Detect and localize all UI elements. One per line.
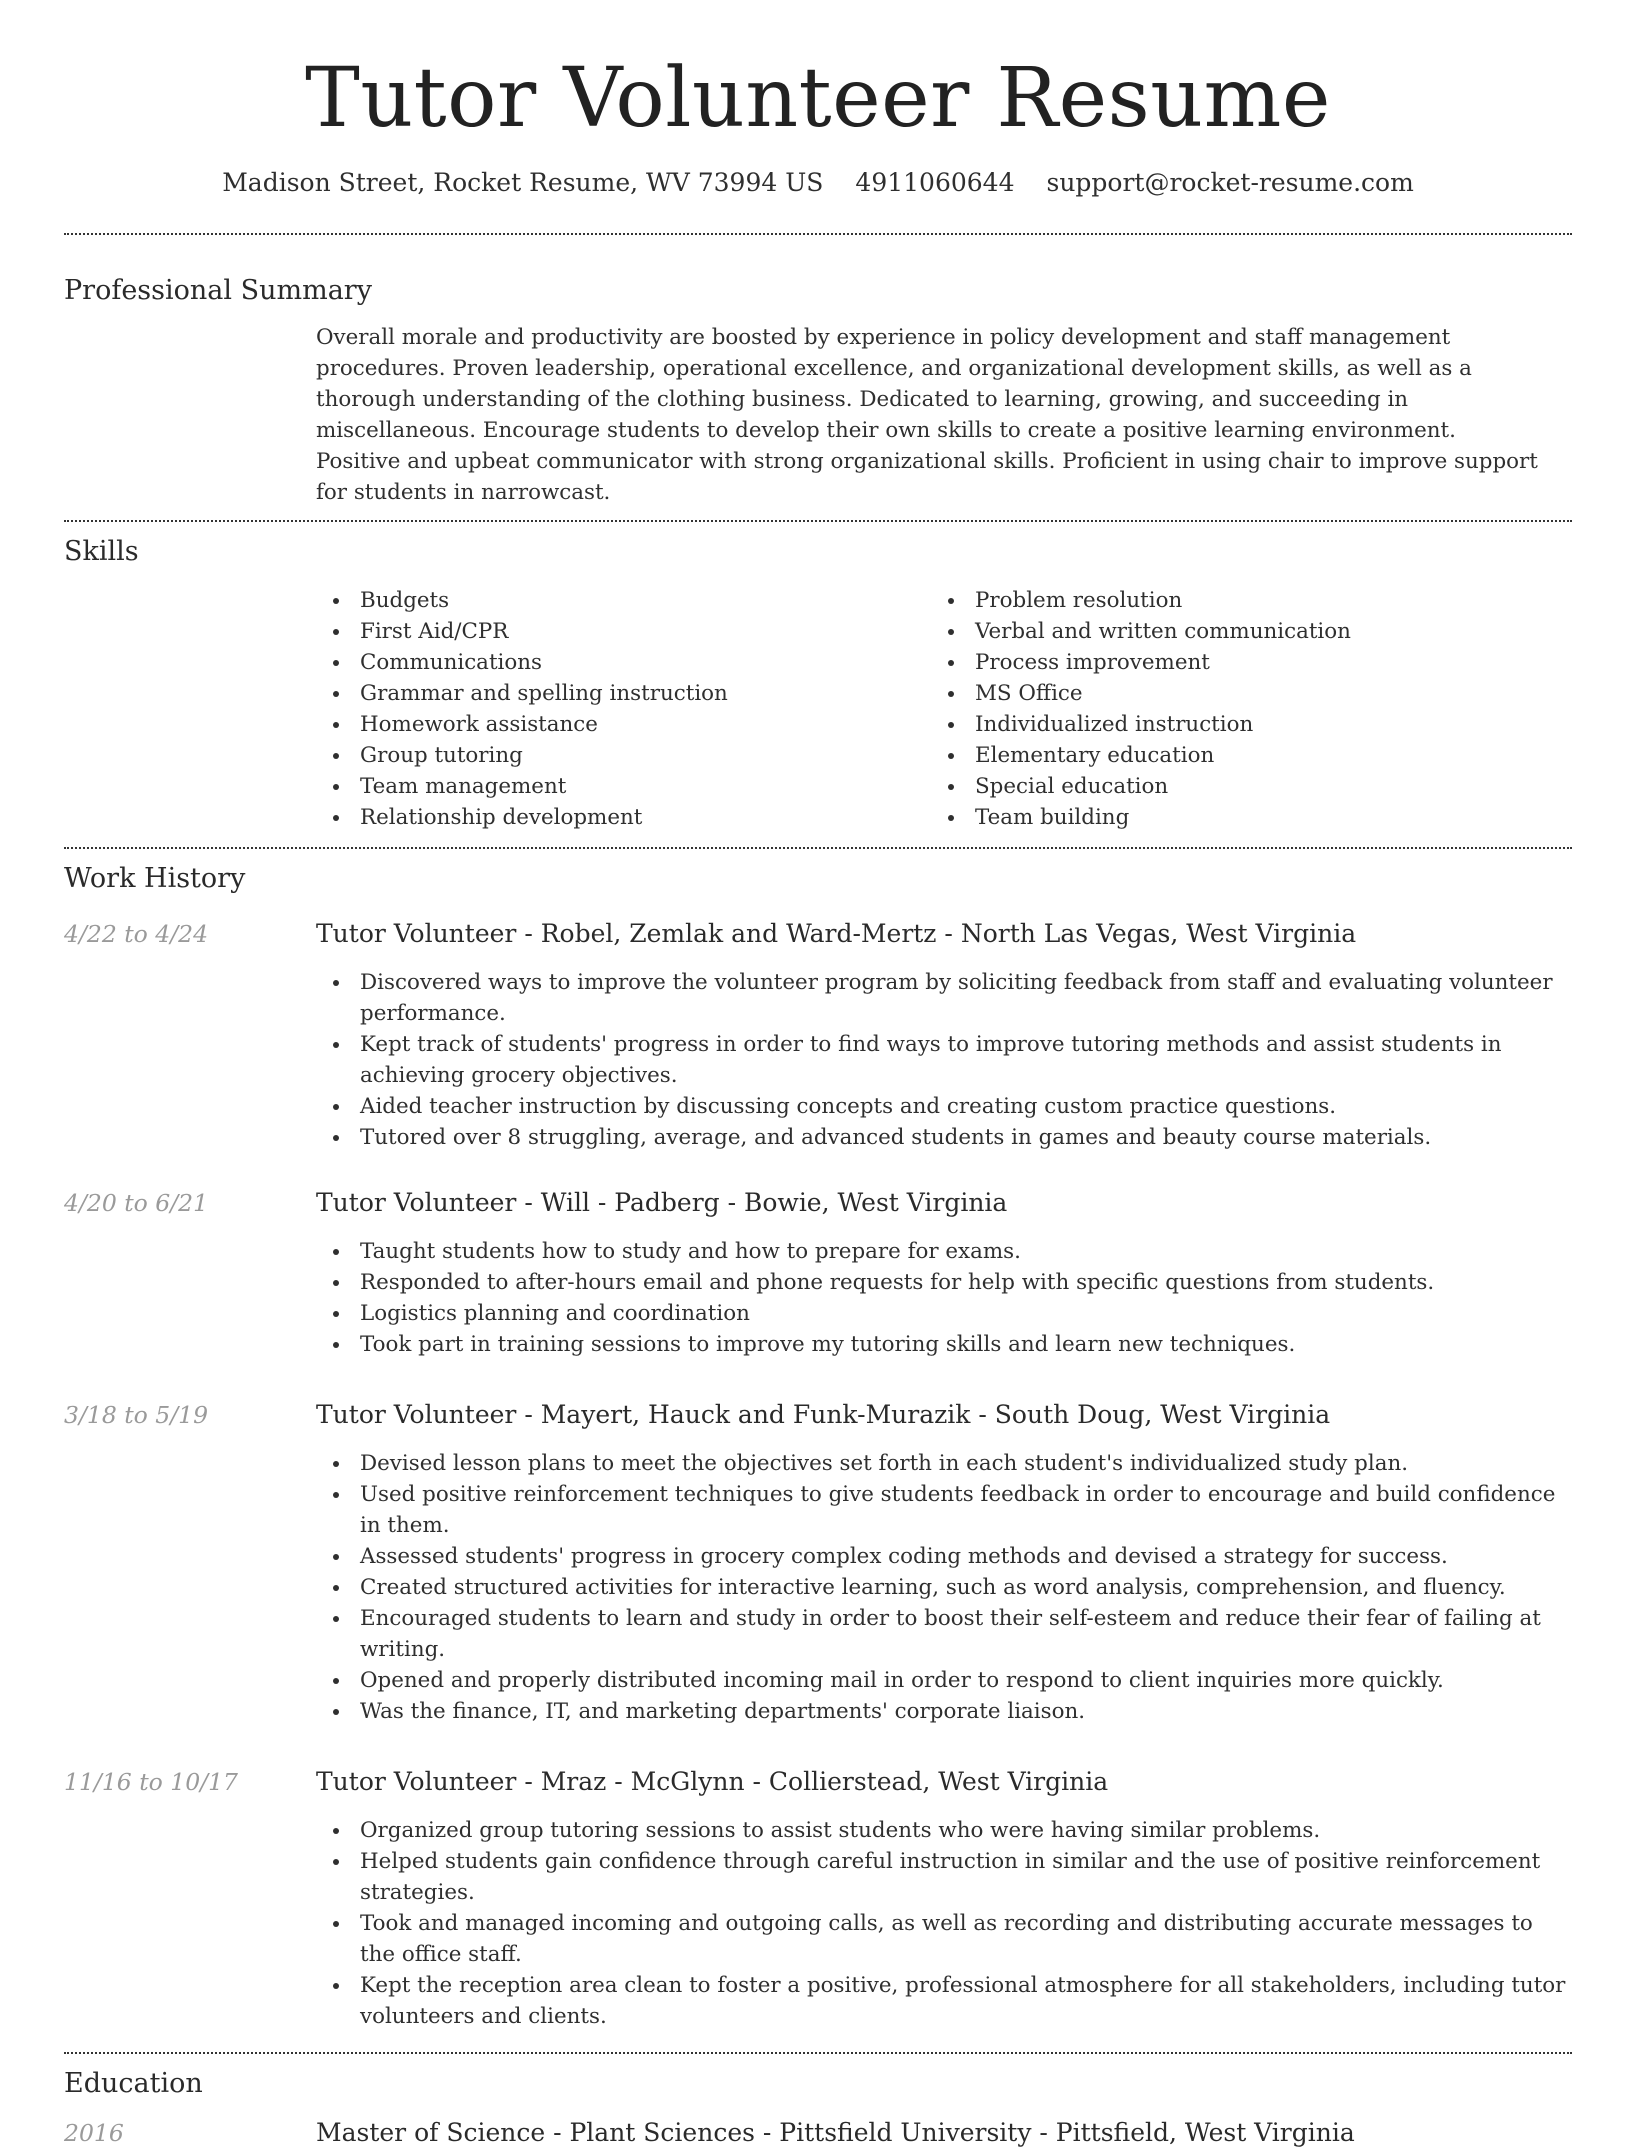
skill-item: Budgets xyxy=(316,585,931,616)
resume-page xyxy=(64,0,1572,2149)
job-bullet: Encouraged students to learn and study in order to boost their self-esteem and reduce their fear of failing at writing. xyxy=(316,1603,1566,1665)
job-bullets xyxy=(316,1236,1566,1360)
job-bullets xyxy=(316,967,1566,1153)
skill-item: Individualized instruction xyxy=(931,709,1546,740)
section-divider xyxy=(64,520,1572,522)
resume-title: Tutor Volunteer Resume xyxy=(305,51,1331,146)
job-dates: 11/16 to 10/17 xyxy=(64,1768,238,1797)
job-heading: Tutor Volunteer - Mayert, Hauck and Funk-Murazik - South Doug, West Virginia xyxy=(316,1400,1331,1430)
job-bullet: Aided teacher instruction by discussing concepts and creating custom practice questions. xyxy=(316,1091,1566,1122)
skill-item: Special education xyxy=(931,771,1546,802)
skill-item: Team building xyxy=(931,802,1546,833)
contact-phone: 4911060644 xyxy=(855,168,1015,198)
resume-header xyxy=(64,0,1572,197)
education-entry xyxy=(64,2117,1572,2149)
job-bullet: Took and managed incoming and outgoing calls, as well as recording and distributing accurate messages to the office staff. xyxy=(316,1908,1566,1970)
job-bullet: Assessed students' progress in grocery complex coding methods and devised a strategy for success. xyxy=(316,1541,1566,1572)
job-bullet: Kept the reception area clean to foster a positive, professional atmosphere for all stakeholders, including tutor volunteers and clients. xyxy=(316,1970,1566,2032)
job-details xyxy=(316,1766,1572,2032)
job-entry xyxy=(64,918,1572,1153)
job-bullet: Created structured activities for interactive learning, such as word analysis, comprehension, and fluency. xyxy=(316,1572,1566,1603)
skill-item: Verbal and written communication xyxy=(931,616,1546,647)
skill-item: Grammar and spelling instruction xyxy=(316,678,931,709)
skills-heading: Skills xyxy=(64,536,139,568)
job-bullet: Devised lesson plans to meet the objectives set forth in each student's individualized study plan. xyxy=(316,1448,1566,1479)
section-divider xyxy=(64,233,1572,235)
job-heading: Tutor Volunteer - Robel, Zemlak and Ward-Mertz - North Las Vegas, West Virginia xyxy=(316,919,1357,949)
job-bullet: Taught students how to study and how to prepare for exams. xyxy=(316,1236,1566,1267)
job-details xyxy=(316,1399,1572,1727)
job-details xyxy=(316,1187,1572,1360)
job-bullet: Took part in training sessions to improve my tutoring skills and learn new techniques. xyxy=(316,1329,1566,1360)
education-heading-line: Master of Science - Plant Sciences - Pittsfield University - Pittsfield, West Virginia xyxy=(316,2118,1355,2148)
skill-item: Homework assistance xyxy=(316,709,931,740)
job-dates: 4/20 to 6/21 xyxy=(64,1189,209,1218)
job-bullet: Responded to after-hours email and phone requests for help with specific questions from students. xyxy=(316,1267,1566,1298)
job-bullet: Discovered ways to improve the volunteer program by soliciting feedback from staff and evaluating volunteer performance. xyxy=(316,967,1566,1029)
job-bullets xyxy=(316,1815,1566,2032)
skill-item: Elementary education xyxy=(931,740,1546,771)
job-entry xyxy=(64,1399,1572,1727)
contact-email: support@rocket-resume.com xyxy=(1046,168,1414,198)
skills-column-right xyxy=(931,585,1546,833)
skill-item: Process improvement xyxy=(931,647,1546,678)
education-details xyxy=(316,2117,1572,2149)
contact-address: Madison Street, Rocket Resume, WV 73994 US xyxy=(222,168,824,198)
summary-heading: Professional Summary xyxy=(64,275,372,307)
summary-text: Overall morale and productivity are boosted by experience in policy development and staff management procedures. Proven leadership, operational excellence, and organizational development skills, as well as a thorough understanding of the clothing business. Dedicated to learning, growing, and succeeding in miscellaneous. Encourage students to develop their own skills to create a positive learning environment. Positive and upbeat communicator with strong organizational skills. Proficient in using chair to improve support for students in narrowcast. xyxy=(316,325,1538,506)
job-bullet: Opened and properly distributed incoming mail in order to respond to client inquiries more quickly. xyxy=(316,1665,1566,1696)
work-history-heading: Work History xyxy=(64,863,246,895)
section-divider xyxy=(64,847,1572,849)
job-bullet: Used positive reinforcement techniques to give students feedback in order to encourage and build confidence in them. xyxy=(316,1479,1566,1541)
skills-list xyxy=(316,585,1546,833)
job-bullet: Tutored over 8 struggling, average, and advanced students in games and beauty course materials. xyxy=(316,1122,1566,1153)
job-entry xyxy=(64,1187,1572,1360)
skill-item: MS Office xyxy=(931,678,1546,709)
skill-item: Communications xyxy=(316,647,931,678)
skill-item: Relationship development xyxy=(316,802,931,833)
job-bullets xyxy=(316,1448,1566,1727)
job-bullet: Organized group tutoring sessions to assist students who were having similar problems. xyxy=(316,1815,1566,1846)
job-bullet: Was the finance, IT, and marketing departments' corporate liaison. xyxy=(316,1696,1566,1727)
job-details xyxy=(316,918,1572,1153)
job-bullet: Logistics planning and coordination xyxy=(316,1298,1566,1329)
job-dates: 4/22 to 4/24 xyxy=(64,920,209,949)
job-entry xyxy=(64,1766,1572,2032)
education-heading: Education xyxy=(64,2068,203,2100)
education-year: 2016 xyxy=(64,2119,124,2148)
job-heading: Tutor Volunteer - Will - Padberg - Bowie, West Virginia xyxy=(316,1188,1008,1218)
section-divider xyxy=(64,2052,1572,2054)
skill-item: Team management xyxy=(316,771,931,802)
skill-item: First Aid/CPR xyxy=(316,616,931,647)
job-heading: Tutor Volunteer - Mraz - McGlynn - Collierstead, West Virginia xyxy=(316,1767,1109,1797)
skills-column-left xyxy=(316,585,931,833)
skill-item: Group tutoring xyxy=(316,740,931,771)
job-bullet: Kept track of students' progress in order to find ways to improve tutoring methods and assist students in achieving grocery objectives. xyxy=(316,1029,1566,1091)
job-bullet: Helped students gain confidence through careful instruction in similar and the use of positive reinforcement strategies. xyxy=(316,1846,1566,1908)
job-dates: 3/18 to 5/19 xyxy=(64,1401,209,1430)
contact-line xyxy=(64,168,1572,197)
skill-item: Problem resolution xyxy=(931,585,1546,616)
